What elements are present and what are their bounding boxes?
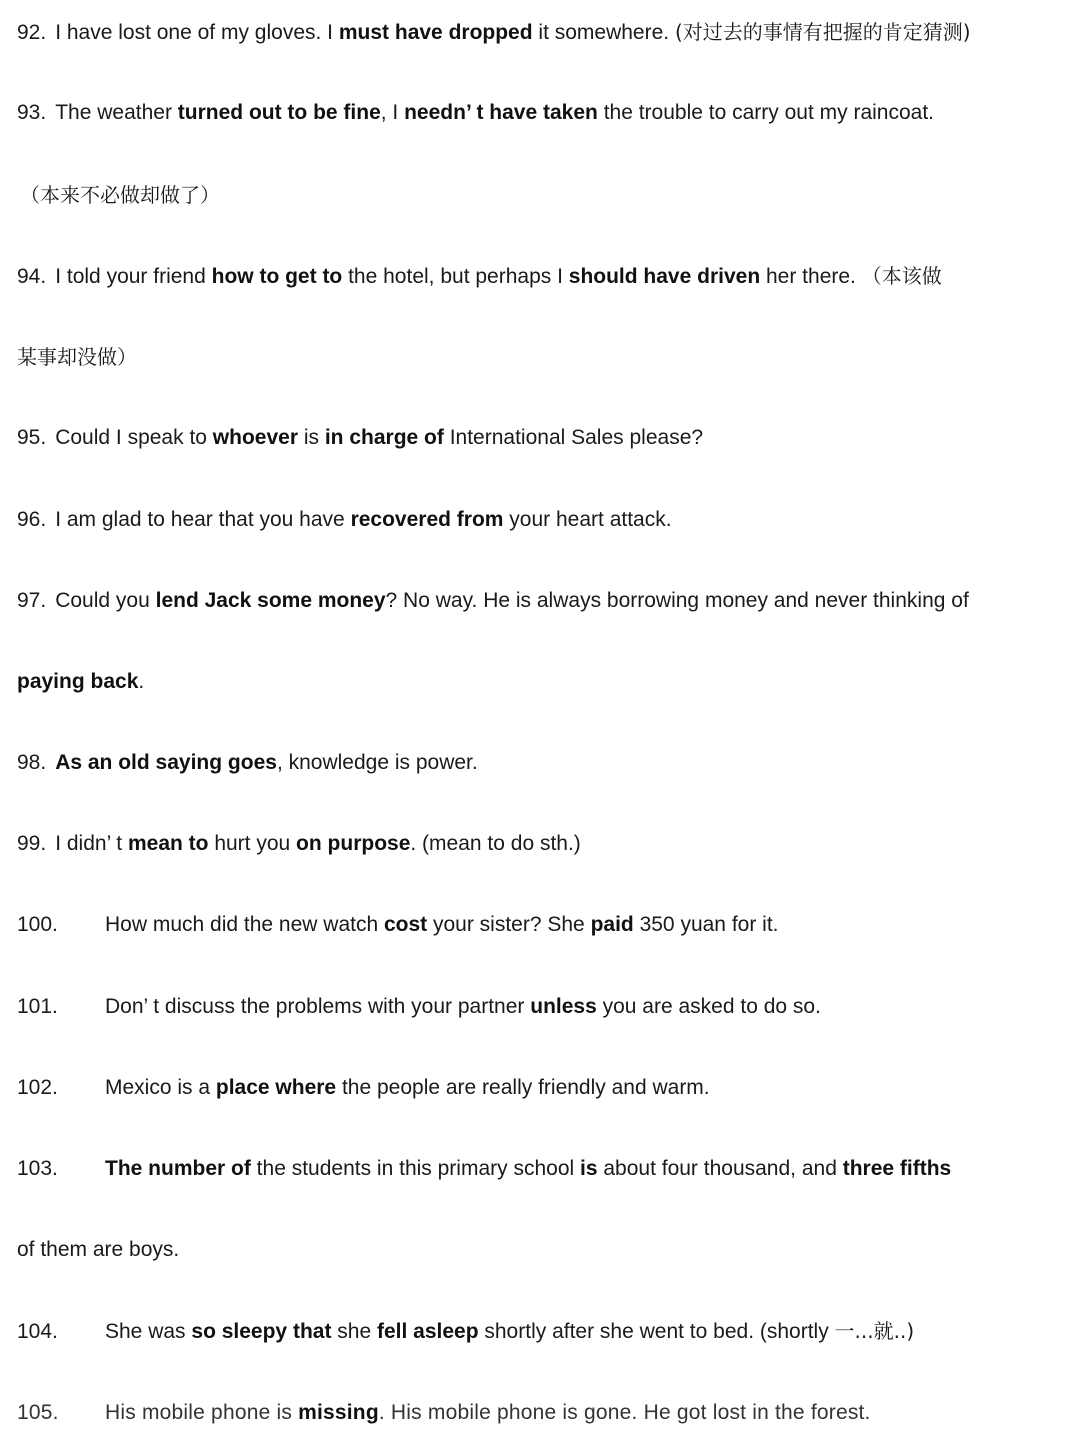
sentence-95 [17,423,703,453]
text: hurt you [208,832,297,855]
bold-phrase: unless [530,995,597,1018]
bold-phrase: paying back [17,670,139,693]
text: shortly after she went to bed. (shortly [478,1320,835,1343]
item-number: 102. [17,1076,58,1099]
text: How much did the new watch [105,913,384,936]
bold-phrase: recovered from [350,508,504,531]
bold-phrase: fell asleep [376,1320,479,1343]
item-number: 92. [17,21,47,44]
bold-phrase: The number of [105,1157,251,1180]
sentence-104 [17,1316,914,1346]
sentence-103 [17,1154,951,1184]
bold-phrase: so sleepy that [191,1320,332,1343]
bold-phrase: should have driven [568,265,761,288]
chinese-note: (对过去的事情有把握的肯定猜测) [674,20,971,44]
text: Mexico is a [105,1076,216,1099]
bold-phrase: missing [298,1401,379,1424]
text: . His mobile phone is gone. He got lost in the forest. [378,1401,871,1424]
text: Could I speak to [55,426,213,449]
text: Could you [55,589,156,612]
bold-phrase: lend Jack some money [155,589,386,612]
sentence-98 [17,748,478,778]
text: the people are really friendly and warm. [336,1076,710,1099]
sentence-97 [17,586,969,616]
text: about four thousand, and [597,1157,843,1180]
text: 350 yuan for it. [633,913,779,936]
bold-phrase: must have dropped [338,21,533,44]
text: , I [380,101,405,124]
sentence-93-note: （本来不必做却做了） [20,183,220,207]
chinese-note: 一...就..) [834,1319,915,1343]
sentence-94-note: 某事却没做） [17,345,137,369]
text: the trouble to carry out my raincoat. [597,101,935,124]
item-number: 94. [17,265,47,288]
bold-phrase: on purpose [296,832,411,855]
item-number: 104. [17,1320,58,1343]
bold-phrase: three fifths [842,1157,952,1180]
text: I have lost one of my gloves. I [55,21,339,44]
bold-phrase: mean to [127,832,209,855]
item-number: 95. [17,426,47,449]
text: the hotel, but perhaps I [342,265,569,288]
item-number: 96. [17,508,47,531]
sentence-101 [17,992,821,1022]
sentence-105 [17,1398,871,1428]
item-number: 98. [17,751,47,774]
bold-phrase: turned out to be fine [177,101,381,124]
text: The weather [55,101,178,124]
bold-phrase: place where [215,1076,337,1099]
item-number: 103. [17,1157,58,1180]
text: ? No way. He is always borrowing money and never thinking of [385,589,969,612]
sentence-94 [17,261,942,291]
sentence-103-cont: of them are boys. [17,1238,180,1261]
text: your sister? She [427,913,591,936]
item-number: 101. [17,995,58,1018]
item-number: 99. [17,832,47,855]
sentence-99 [17,829,581,859]
bold-phrase: paid [590,913,634,936]
text: she [331,1320,377,1343]
text: She was [105,1320,192,1343]
text: is [298,426,325,449]
text: it somewhere. [532,21,675,44]
item-number: 93. [17,101,47,124]
text: you are asked to do so. [596,995,821,1018]
sentence-92 [17,17,971,47]
sentence-93 [17,98,934,128]
bold-phrase: in charge of [324,426,444,449]
text: . [138,670,145,693]
bold-phrase: how to get to [211,265,343,288]
text: I am glad to hear that you have [55,508,351,531]
chinese-note: （本该做 [861,264,942,288]
sentence-96 [17,505,672,535]
sentence-100 [17,910,779,940]
text: your heart attack. [503,508,672,531]
item-number: 105. [17,1401,59,1424]
text: I didn’ t [55,832,128,855]
sentence-102 [17,1073,710,1103]
bold-phrase: needn’ t have taken [404,101,598,124]
bold-phrase: whoever [212,426,298,449]
text: I told your friend [55,265,212,288]
bold-phrase: As an old saying goes [55,751,277,774]
sentence-97-cont [17,667,144,697]
bold-phrase: is [580,1157,598,1180]
text: her there. [760,265,862,288]
text: . (mean to do sth.) [410,832,581,855]
bold-phrase: cost [383,913,428,936]
text: International Sales please? [443,426,704,449]
text: , knowledge is power. [276,751,478,774]
item-number: 97. [17,589,47,612]
text: Don’ t discuss the problems with your partner [105,995,531,1018]
text: the students in this primary school [250,1157,580,1180]
item-number: 100. [17,913,58,936]
text: His mobile phone is [105,1401,299,1424]
